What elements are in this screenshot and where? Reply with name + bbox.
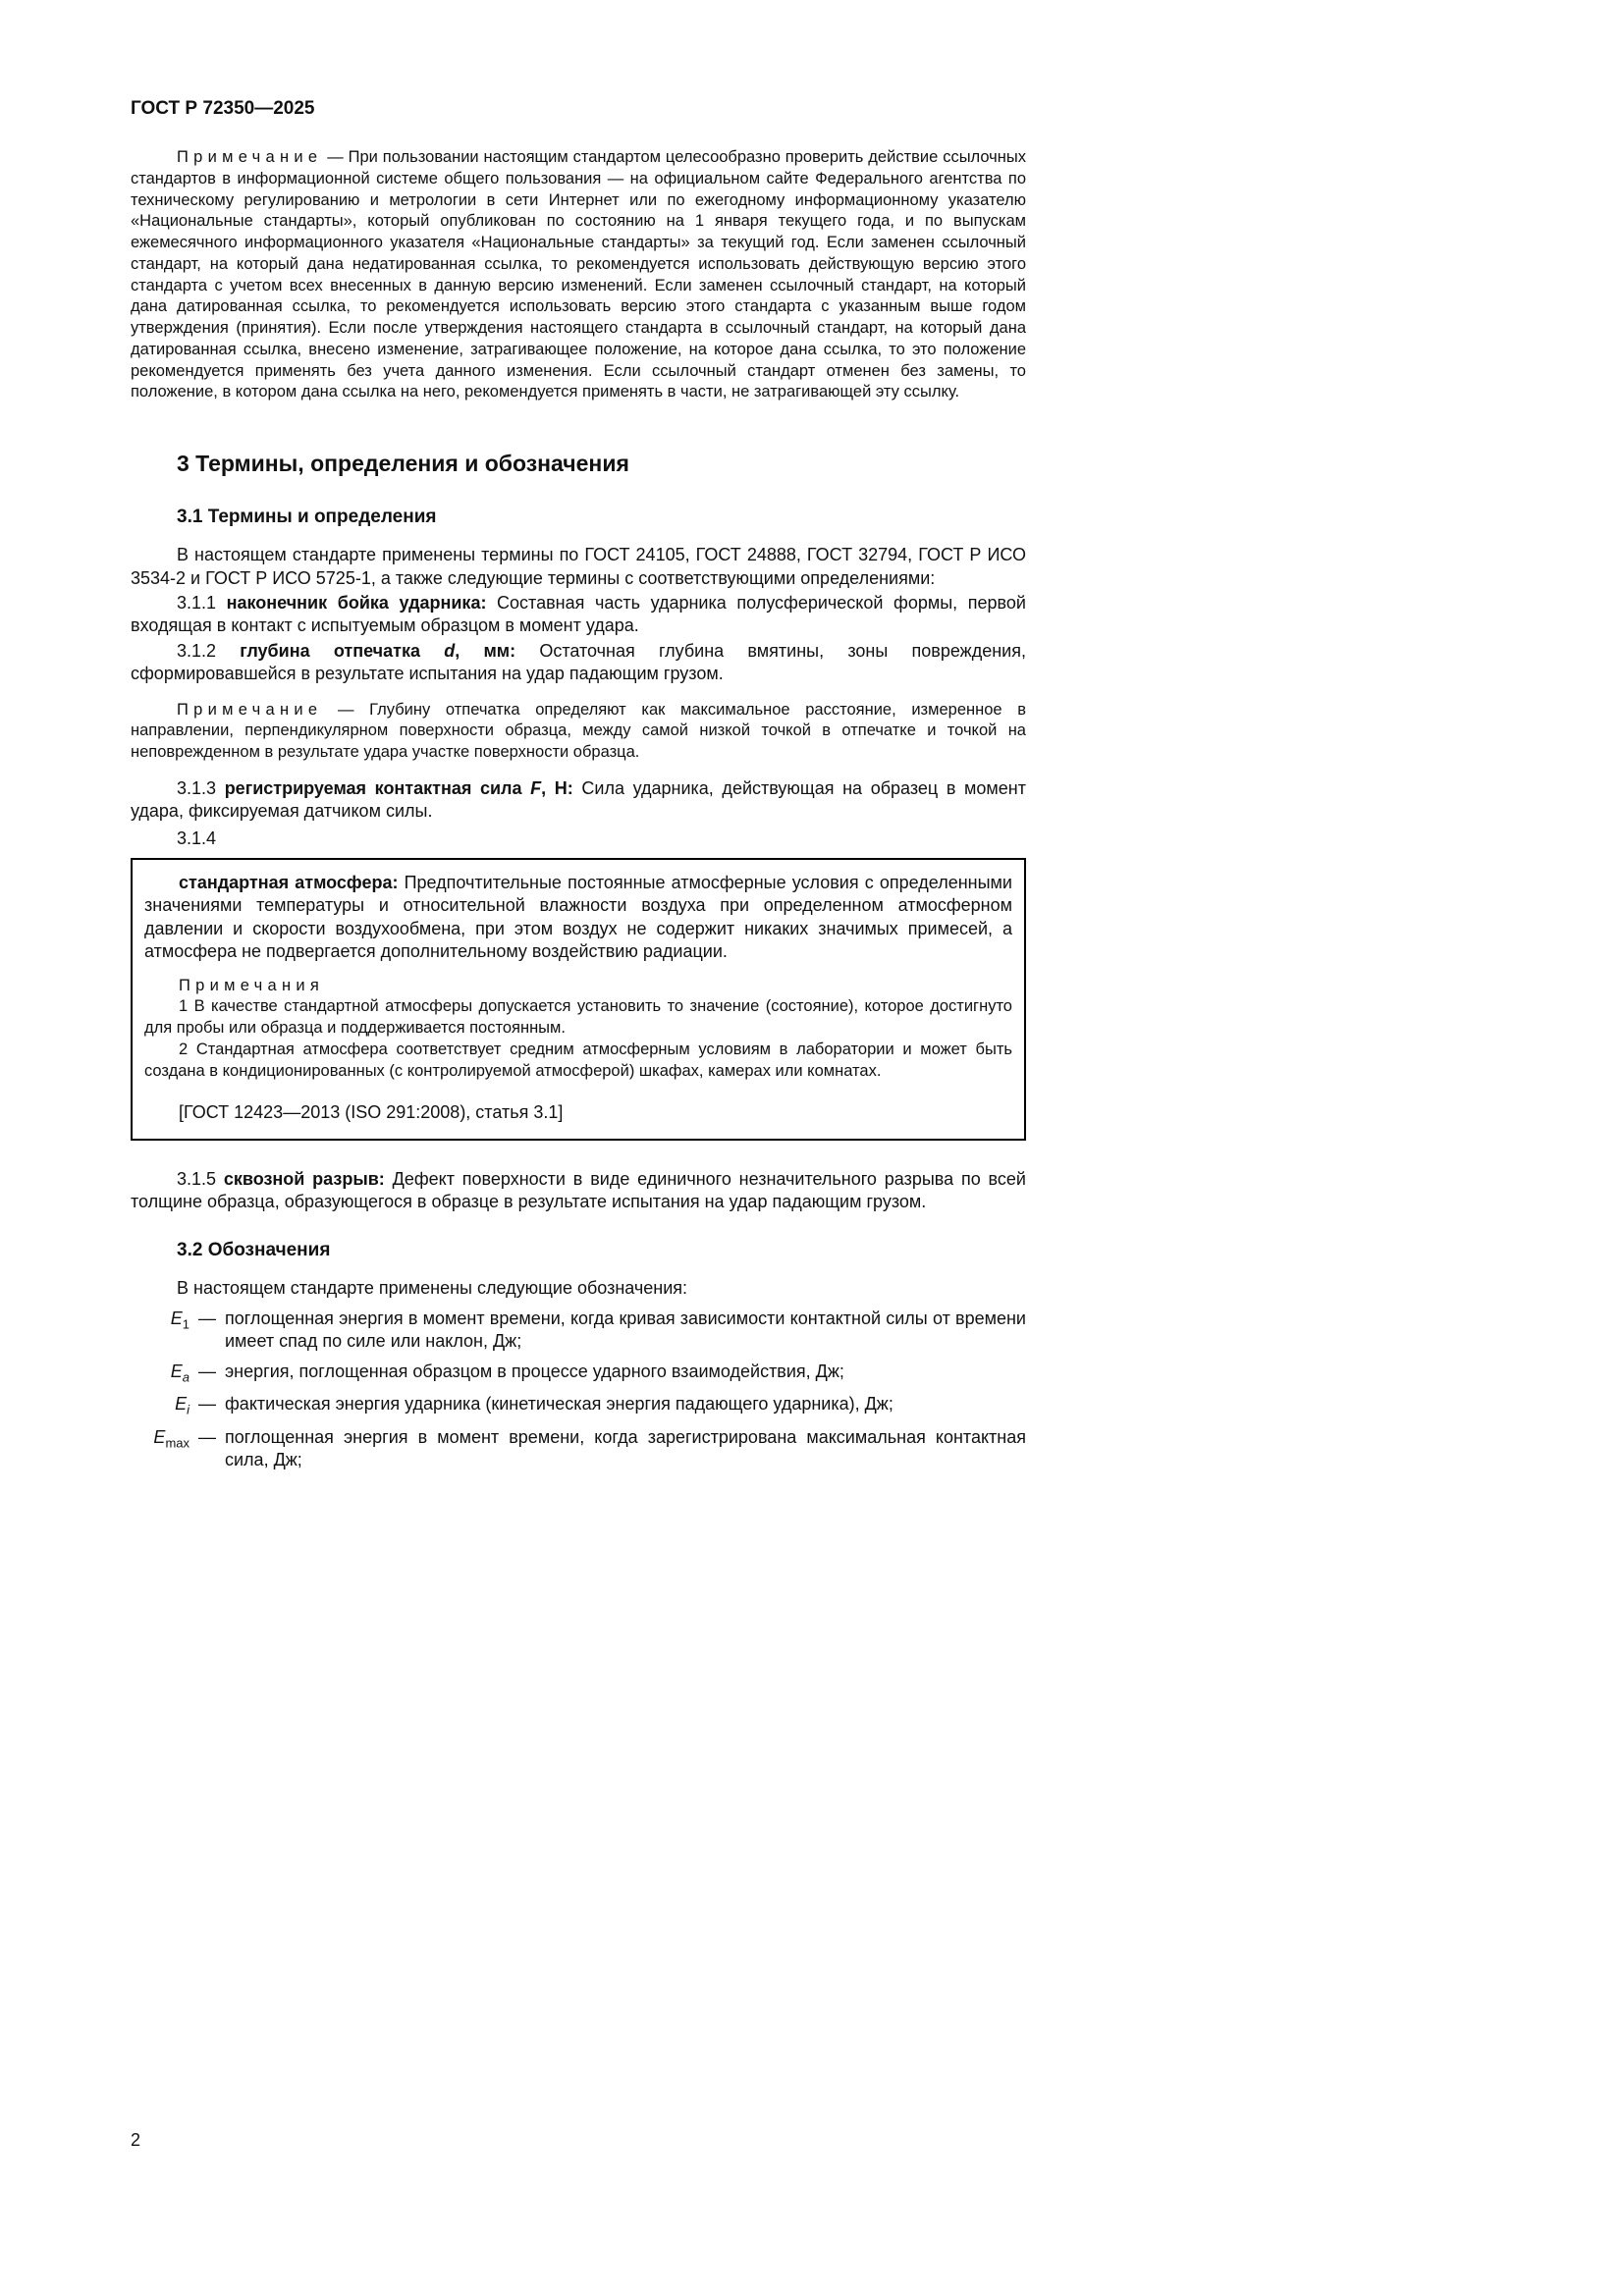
box-source-reference: [ГОСТ 12423—2013 (ISO 291:2008), статья 3.1] (179, 1102, 564, 1123)
section-3-2-heading: 3.2 Обозначения (177, 1239, 331, 1260)
dash: — (198, 1426, 216, 1447)
term-name: сквозной разрыв: (223, 1168, 385, 1189)
term-name-tail: , Н: (541, 777, 573, 798)
references-note (131, 147, 1026, 403)
standard-atmosphere-definition-box (131, 858, 1026, 1141)
symbol-definition: энергия, поглощенная образцом в процессе ударного взаимодействия, Дж; (225, 1361, 844, 1381)
term-definition: Дефект поверхности в виде единичного незначительного разрыва по всей толщине образца, образующегося в образце в результате испытания на удар падающим грузом. (131, 1168, 1026, 1212)
symbol-ei: $E_i$ (175, 1394, 189, 1417)
note-body: — Глубину отпечатка определяют как максимальное расстояние, измеренное в направлении, перпендикулярном поверхности образца, между самой низкой точкой в отпечатке и точкой на неповрежденном в результате удара участке поверхности образца. (131, 700, 1026, 762)
term-3-1-1 (131, 592, 1026, 638)
boxed-definition (144, 872, 1012, 964)
page-number: 2 (131, 2130, 141, 2150)
term-name: наконечник бойка ударника: (226, 592, 487, 613)
section-3-1-intro: В настоящем стандарте применены термины по ГОСТ 24105, ГОСТ 24888, ГОСТ 32794, ГОСТ Р ИСО 3534-2 и ГОСТ Р ИСО 5725-1, а также следующие термины с соответствующими определениями: (131, 545, 1026, 588)
section-3-2-intro: В настоящем стандарте применены следующие обозначения: (177, 1277, 688, 1298)
symbols-list (131, 1308, 1026, 1472)
term-number: 3.1.2 (177, 640, 217, 661)
term-variable: F (530, 777, 542, 798)
term-name: регистрируемая контактная сила (224, 777, 522, 798)
section-3-heading: 3 Термины, определения и обозначения (177, 451, 629, 477)
note-label: Примечание (177, 148, 323, 166)
box-note-2: 2 Стандартная атмосфера соответствует средним атмосферным условиям в лаборатории и может быть создана в кондиционированных (с контролируемой атмосферой) шкафах, камерах или комнатах. (144, 1040, 1012, 1080)
doc-code: ГОСТ Р 72350—2025 (131, 98, 315, 119)
term-3-1-3 (131, 777, 1026, 824)
section-3-1-heading: 3.1 Термины и определения (177, 507, 437, 528)
term-definition: Составная часть ударника полусферической формы, первой входящая в контакт с испытуемым образцом в момент удара. (131, 592, 1026, 636)
symbol-emax: $E_{max}$ (153, 1426, 189, 1451)
box-note-1: 1 В качестве стандартной атмосферы допускается установить то значение (состояние), которое достигнуто для пробы или образца и поддерживается постоянным. (144, 997, 1012, 1038)
term-number: 3.1.1 (177, 592, 217, 613)
note-label: Примечание (177, 700, 323, 719)
imprint-depth-note (131, 700, 1026, 764)
term-3-1-5 (131, 1168, 1026, 1214)
note-body: — При пользовании настоящим стандартом целесообразно проверить действие ссылочных стандартов в информационной системе общего пользования — на официальном сайте Федерального агентства по техническому регулированию и метрологии в сети Интернет или по ежегодному информационному указателю «Национальные стандарты», который опубликован по состоянию на 1 января текущего года, и по выпускам ежемесячного информационного указателя «Национальные стандарты» за текущий год. Если заменен ссылочный стандарт, на который дана недатированная ссылка, то рекомендуется использовать действующую версию этого стандарта с учетом всех внесенных в данную версию изменений. Если заменен ссылочный стандарт, на который дана датированная ссылка, то рекомендуется использовать версию этого стандарта с указанным выше годом утверждения (принятия). Если после утверждения настоящего стандарта в ссылочный стандарт, на который дана датированная ссылка, внесено изменение, затрагивающее положение, на которое дана ссылка, то это положение рекомендуется применять без учета данного изменения. Если ссылочный стандарт отменен без замены, то положение, в котором дана ссылка на него, рекомендуется применять в части, не затрагивающей эту ссылку. (131, 148, 1026, 401)
symbol-ea: $E_a$ (170, 1361, 189, 1385)
term-definition: Предпочтительные постоянные атмосферные условия с определенными значениями температуры и относительной влажности воздуха при определенном атмосферном давлении и скорости воздухообмена, при этом воздух не содержит никаких значимых примесей, а атмосфера не подвергается дополнительному воздействию радиации. (144, 873, 1012, 962)
term-name: стандартная атмосфера: (179, 873, 399, 892)
dash: — (198, 1361, 216, 1381)
symbol-row-ea (131, 1361, 1026, 1386)
term-3-1-4-number: 3.1.4 (177, 828, 217, 848)
dash: — (198, 1308, 216, 1328)
term-definition: Остаточная глубина вмятины, зоны повреждения, сформировавшейся в результате испытания на удар падающим грузом. (131, 640, 1026, 684)
symbol-row-emax (131, 1426, 1026, 1472)
symbol-row-e1 (131, 1308, 1026, 1354)
symbol-row-ei (131, 1393, 1026, 1418)
symbol-e1: $E_1$ (170, 1308, 189, 1332)
term-definition: Сила ударника, действующая на образец в момент удара, фиксируемая датчиком силы. (131, 777, 1026, 822)
symbol-definition: фактическая энергия ударника (кинетическая энергия падающего ударника), Дж; (225, 1394, 893, 1415)
page-content (131, 98, 1026, 1478)
term-name-tail: , мм: (455, 640, 516, 661)
term-number: 3.1.5 (177, 1168, 217, 1189)
term-variable: d (444, 640, 456, 661)
term-name: глубина отпечатка (240, 640, 420, 661)
box-notes-label: Примечания (179, 976, 325, 994)
dash: — (198, 1394, 216, 1415)
term-number: 3.1.3 (177, 777, 217, 798)
symbol-definition: поглощенная энергия в момент времени, когда зарегистрирована максимальная контактная сила, Дж; (225, 1426, 1026, 1470)
symbol-definition: поглощенная энергия в момент времени, когда кривая зависимости контактной силы от времени имеет спад по силе или наклон, Дж; (225, 1308, 1026, 1352)
term-3-1-2 (131, 640, 1026, 686)
